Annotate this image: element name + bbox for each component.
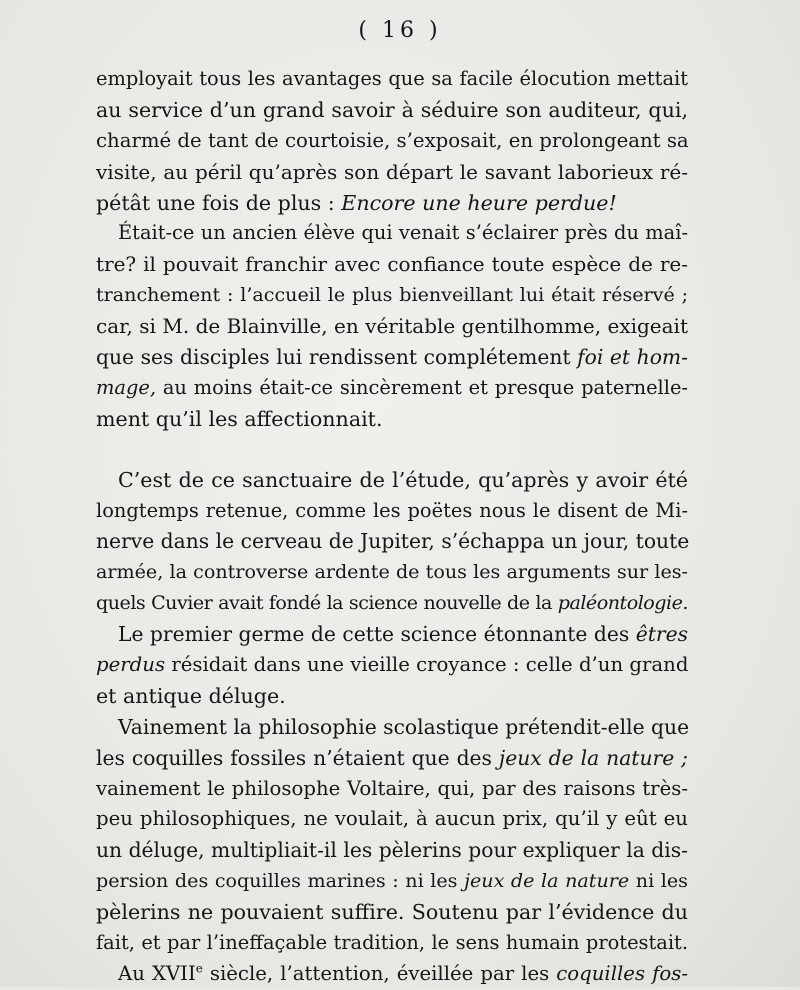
page-number: ( 16 ) — [358, 18, 442, 43]
text-line: visite, au péril qu’après son départ le savant laborieux ré- — [96, 159, 688, 184]
text-line: Était-ce un ancien élève qui venait s’éclairer près du maî- — [118, 221, 688, 245]
text-line: au service d’un grand savoir à séduire son auditeur, qui, — [96, 97, 688, 122]
text-line: charmé de tant de courtoisie, s’exposait, en prolongeant sa — [96, 128, 689, 152]
italic-phrase: paléontologie. — [557, 591, 688, 615]
text-line: nerve dans le cerveau de Jupiter, s’échappa un jour, toute — [96, 529, 690, 554]
text-line: tre? il pouvait franchir avec confiance toute espèce de re- — [96, 252, 688, 277]
italic-phrase: perdus — [96, 653, 166, 677]
italic-phrase: êtres — [635, 622, 688, 647]
italic-phrase: jeux de la nature ; — [498, 745, 688, 770]
text-line: longtemps retenue, comme les poëtes nous le disent de Mi- — [96, 498, 688, 522]
italic-phrase: mage, — [96, 375, 156, 399]
text-line: persion des coquilles marines : ni les jeux de la nature ni les — [96, 869, 688, 893]
paragraph-gap — [96, 435, 688, 465]
text-line: Au XVIIe siècle, l’attention, éveillée par les coquilles fos- — [118, 961, 688, 985]
text-line: Le premier germe de cette science étonnante des êtres — [118, 622, 688, 647]
text-line: un déluge, multipliait-il les pèlerins pour expliquer la dis- — [96, 838, 689, 863]
body-text — [96, 64, 688, 990]
text-line: et antique déluge. — [96, 683, 286, 708]
italic-phrase: foi et hom- — [577, 345, 688, 370]
italic-phrase: jeux de la nature — [464, 869, 630, 893]
text-line: car, si M. de Blainville, en véritable gentilhomme, exigeait — [96, 314, 688, 339]
text-line: pétât une fois de plus : Encore une heure perdue! — [96, 190, 617, 215]
text-line: Vainement la philosophie scolastique prétendit-elle que — [118, 714, 690, 739]
text-line: ment qu’il les affectionnait. — [96, 406, 383, 431]
text-line: tranchement : l’accueil le plus bienveillant lui était réservé ; — [96, 283, 688, 307]
text-line: quels Cuvier avait fondé la science nouvelle de la paléontologie. — [96, 591, 688, 615]
text-line: C’est de ce sanctuaire de l’étude, qu’après y avoir été — [118, 467, 688, 492]
text-line: fait, et par l’ineffaçable tradition, le sens humain protestait. — [96, 931, 688, 955]
text-line: peu philosophiques, ne voulait, à aucun prix, qu’il y eût eu — [96, 807, 688, 831]
superscript: e — [195, 961, 203, 976]
text-line: pèlerins ne pouvaient suffire. Soutenu par l’évidence du — [96, 900, 688, 925]
text-line: les coquilles fossiles n’étaient que des jeux de la nature ; — [96, 745, 688, 770]
text-line: armée, la controverse ardente de tous les arguments sur les- — [96, 560, 688, 584]
italic-phrase: coquilles fos- — [556, 961, 688, 985]
text-line: mage, au moins était-ce sincèrement et presque paternelle- — [96, 375, 688, 399]
italic-phrase: Encore une heure perdue! — [341, 190, 617, 215]
text-line: que ses disciples lui rendissent complétement foi et hom- — [96, 345, 688, 370]
text-line: employait tous les avantages que sa facile élocution mettait — [96, 67, 688, 90]
text-line: vainement le philosophe Voltaire, qui, par des raisons très- — [96, 776, 688, 800]
text-line: perdus résidait dans une vieille croyance : celle d’un grand — [96, 653, 689, 677]
